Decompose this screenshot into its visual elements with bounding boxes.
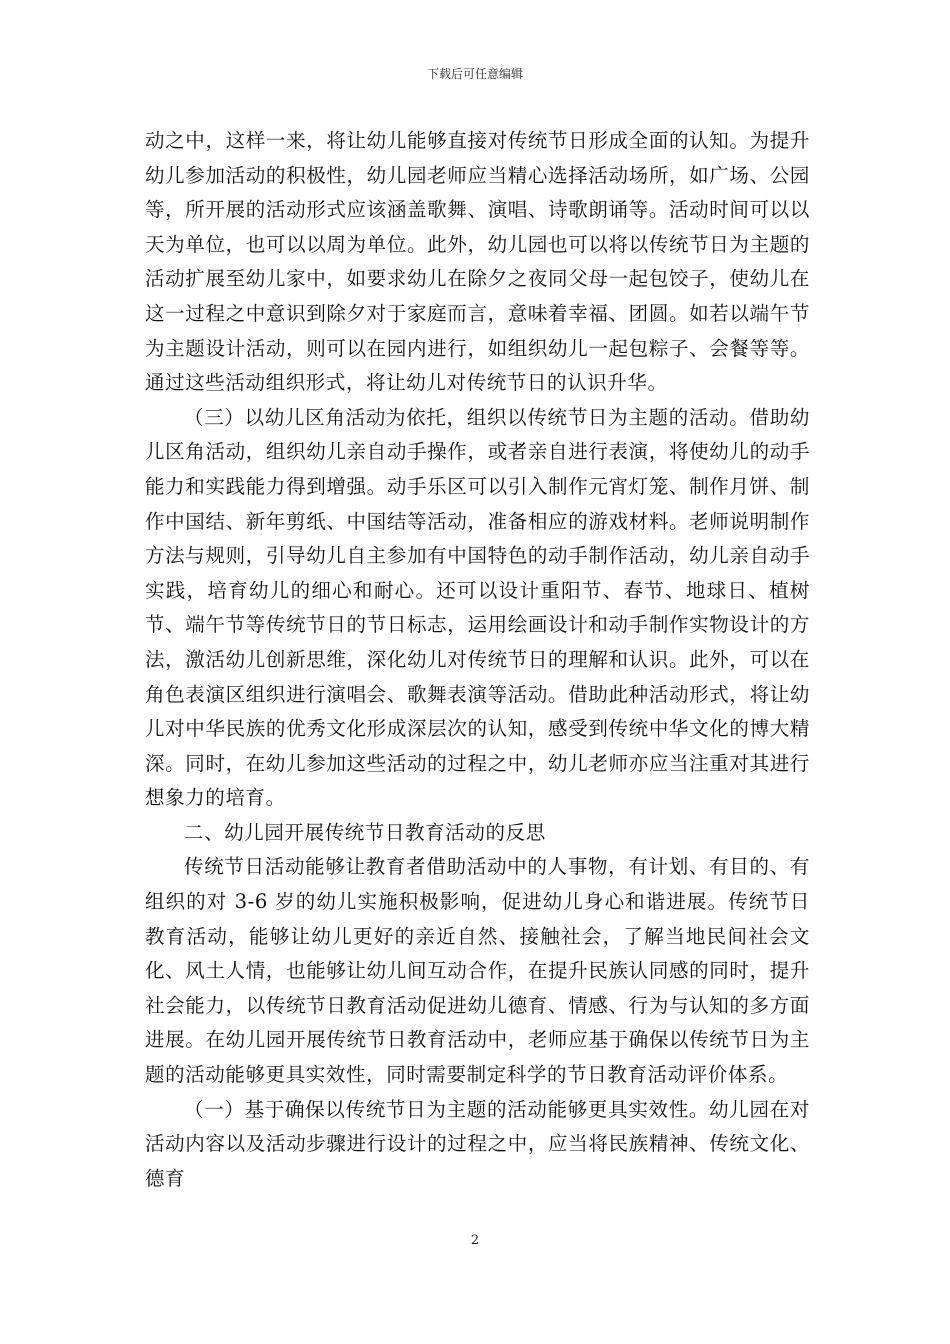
body-text [145, 124, 810, 1196]
paragraph-continued: 动之中，这样一来，将让幼儿能够直接对传统节日形成全面的认知。为提升幼儿参加活动的积极性，幼儿园老师应当精心选择活动场所，如广场、公园等，所开展的活动形式应该涵盖歌舞、演唱、诗歌朗诵等。活动时间可以以天为单位，也可以以周为单位。此外，幼儿园也可以将以传统节日为主题的活动扩展至幼儿家中，如要求幼儿在除夕之夜同父母一起包饺子，使幼儿在这一过程之中意识到除夕对于家庭而言，意味着幸福、团圆。如若以端午节为主题设计活动，则可以在园内进行，如组织幼儿一起包粽子、会餐等等。通过这些活动组织形式，将让幼儿对传统节日的认识升华。 [145, 129, 810, 395]
paragraph-section-three: （三）以幼儿区角活动为依托，组织以传统节日为主题的活动。借助幼儿区角活动，组织幼儿亲自动手操作，或者亲自进行表演，将使幼儿的动手能力和实践能力得到增强。动手乐区可以引入制作元宵灯笼、制作月饼、制作中国结、新年剪纸、中国结等活动，准备相应的游戏材料。老师说明制作方法与规则，引导幼儿自主参加有中国特色的动手制作活动，幼儿亲自动手实践，培育幼儿的细心和耐心。还可以设计重阳节、春节、地球日、植树节、端午节等传统节日的节日标志，运用绘画设计和动手制作实物设计的方法，激活幼儿创新思维，深化幼儿对传统节日的理解和认识。此外，可以在角色表演区组织进行演唱会、歌舞表演等活动。借助此种活动形式，将让幼儿对中华民族的优秀文化形成深层次的认知，感受到传统中华文化的博大精深。同时，在幼儿参加这些活动的过程之中，幼儿老师亦应当注重对其进行想象力的培育。 [145, 405, 810, 810]
paragraph-subsection-one: （一）基于确保以传统节日为主题的活动能够更具实效性。幼儿园在对活动内容以及活动步骤进行设计的过程之中，应当将民族精神、传统文化、德育 [145, 1097, 810, 1190]
page-header: 下载后可任意编辑 [426, 67, 523, 81]
page-number: 2 [470, 1233, 480, 1248]
section-heading: 二、幼儿园开展传统节日教育活动的反思 [184, 820, 546, 844]
paragraph-reflection: 传统节日活动能够让教育者借助活动中的人事物，有计划、有目的、有组织的对 3-6 岁的幼儿实施积极影响，促进幼儿身心和谐进展。传统节日教育活动，能够让幼儿更好的亲近自然、接触社会，了解当地民间社会文化、风土人情，也能够让幼儿间互动合作，在提升民族认同感的同时，提升社会能力，以传统节日教育活动促进幼儿德育、情感、行为与认知的多方面进展。在幼儿园开展传统节日教育活动中，老师应基于确保以传统节日为主题的活动能够更具实效性，同时需要制定科学的节日教育活动评价体系。 [145, 855, 810, 1087]
